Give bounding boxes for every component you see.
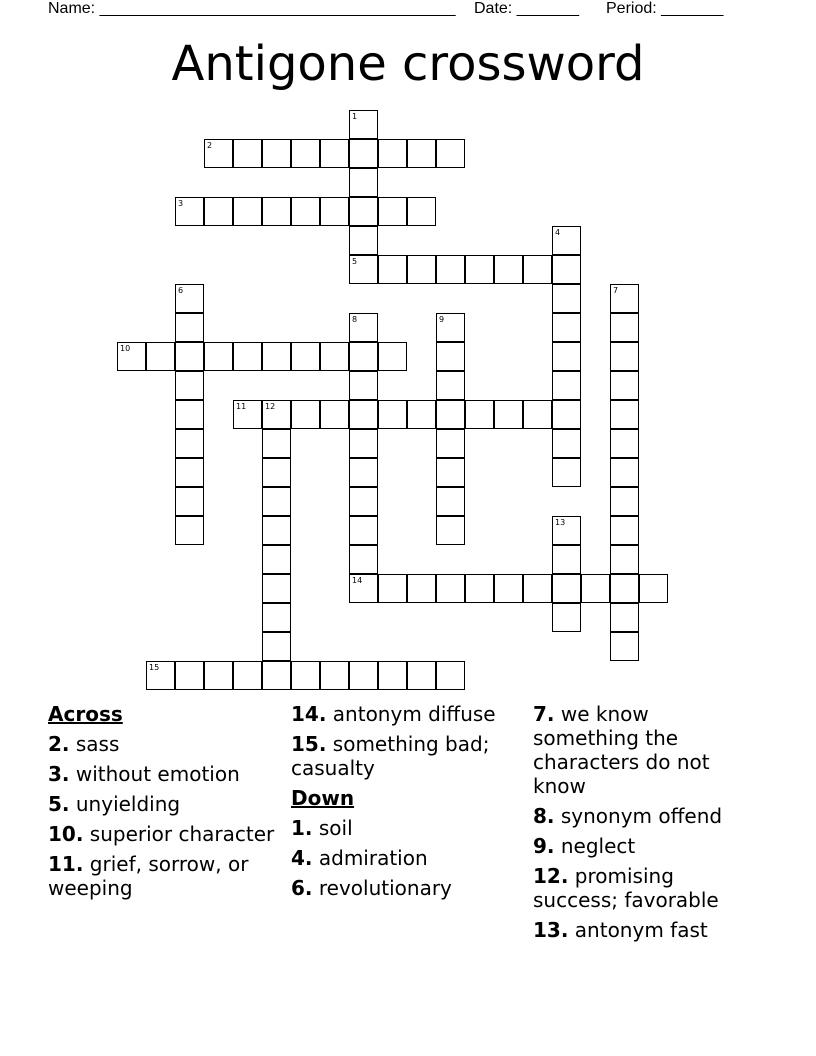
clue-number: 3. (48, 762, 70, 786)
grid-cell[interactable] (552, 429, 581, 458)
grid-cell[interactable] (204, 197, 233, 226)
grid-cell[interactable] (320, 342, 349, 371)
clue-text: admiration (318, 846, 428, 870)
grid-cell[interactable] (378, 342, 407, 371)
clue-text: unyielding (75, 792, 181, 816)
grid-cell[interactable] (349, 487, 378, 516)
grid-cell[interactable] (436, 371, 465, 400)
grid-cell[interactable] (349, 255, 378, 284)
grid-cell[interactable] (146, 661, 175, 690)
grid-cell[interactable] (494, 574, 523, 603)
grid-cell[interactable] (465, 400, 494, 429)
grid-cell[interactable] (552, 574, 581, 603)
clue-text: promising success; favorable (533, 864, 719, 912)
cell-number: 2 (207, 141, 213, 150)
grid-cell[interactable] (262, 400, 291, 429)
clue-text: antonym diffuse (332, 702, 496, 726)
clue-number: 5. (48, 792, 70, 816)
cell-number: 3 (178, 199, 184, 208)
grid-cell[interactable] (436, 661, 465, 690)
grid-cell[interactable] (552, 545, 581, 574)
grid-cell[interactable] (262, 574, 291, 603)
grid-cell[interactable] (349, 545, 378, 574)
cell-number: 4 (555, 228, 561, 237)
cell-number: 11 (236, 402, 247, 411)
grid-cell[interactable] (349, 429, 378, 458)
clue-number: 10. (48, 822, 84, 846)
clue-item (533, 918, 753, 942)
grid-cell[interactable] (291, 342, 320, 371)
clue-column-2 (291, 702, 526, 906)
grid-cell[interactable] (233, 197, 262, 226)
clue-number: 2. (48, 732, 70, 756)
grid-cell[interactable] (436, 574, 465, 603)
grid-cell[interactable] (117, 342, 146, 371)
grid-cell[interactable] (320, 139, 349, 168)
grid-cell[interactable] (349, 342, 378, 371)
clue-number: 8. (533, 804, 555, 828)
grid-cell[interactable] (523, 574, 552, 603)
grid-cell[interactable] (262, 632, 291, 661)
grid-cell[interactable] (552, 371, 581, 400)
clue-item (533, 834, 753, 858)
clue-text: something bad; casualty (291, 732, 490, 780)
grid-cell[interactable] (291, 139, 320, 168)
grid-cell[interactable] (320, 197, 349, 226)
grid-cell[interactable] (262, 458, 291, 487)
grid-cell[interactable] (378, 197, 407, 226)
clue-number: 6. (291, 876, 313, 900)
grid-cell[interactable] (146, 342, 175, 371)
grid-cell[interactable] (349, 516, 378, 545)
grid-cell[interactable] (175, 400, 204, 429)
clue-text: we know something the characters do not know (533, 702, 710, 798)
grid-cell[interactable] (610, 400, 639, 429)
grid-cell[interactable] (291, 400, 320, 429)
grid-cell[interactable] (175, 313, 204, 342)
clue-item (533, 864, 753, 912)
cell-number: 10 (120, 344, 131, 353)
cell-number: 14 (352, 576, 363, 585)
grid-cell[interactable] (610, 516, 639, 545)
clue-text: neglect (560, 834, 636, 858)
clue-item (48, 732, 283, 756)
grid-cell[interactable] (436, 429, 465, 458)
grid-cell[interactable] (552, 342, 581, 371)
grid-cell[interactable] (233, 661, 262, 690)
grid-cell[interactable] (262, 139, 291, 168)
grid-cell[interactable] (552, 226, 581, 255)
clue-number: 12. (533, 864, 569, 888)
cell-number: 8 (352, 315, 358, 324)
grid-cell[interactable] (262, 516, 291, 545)
clue-number: 9. (533, 834, 555, 858)
clue-text: synonym offend (560, 804, 723, 828)
grid-cell[interactable] (349, 313, 378, 342)
grid-cell[interactable] (378, 255, 407, 284)
grid-cell[interactable] (407, 197, 436, 226)
clue-item (533, 702, 753, 798)
cell-number: 15 (149, 663, 160, 672)
grid-cell[interactable] (436, 487, 465, 516)
grid-cell[interactable] (204, 139, 233, 168)
period-field[interactable]: Period: _______ (606, 0, 724, 17)
cell-number: 5 (352, 257, 358, 266)
grid-cell[interactable] (523, 255, 552, 284)
cell-number: 9 (439, 315, 445, 324)
grid-cell[interactable] (610, 284, 639, 313)
clue-number: 11. (48, 852, 84, 876)
grid-cell[interactable] (262, 487, 291, 516)
grid-cell[interactable] (610, 632, 639, 661)
grid-cell[interactable] (436, 458, 465, 487)
cell-number: 12 (265, 402, 276, 411)
cell-number: 1 (352, 112, 358, 121)
grid-cell[interactable] (349, 458, 378, 487)
clue-text: soil (318, 816, 353, 840)
grid-cell[interactable] (262, 197, 291, 226)
clue-column-1 (48, 702, 283, 906)
grid-cell[interactable] (552, 313, 581, 342)
grid-cell[interactable] (610, 313, 639, 342)
grid-cell[interactable] (610, 429, 639, 458)
grid-cell[interactable] (610, 487, 639, 516)
grid-cell[interactable] (349, 574, 378, 603)
grid-cell[interactable] (581, 574, 610, 603)
clue-number: 14. (291, 702, 327, 726)
clue-text: sass (75, 732, 120, 756)
date-field[interactable]: Date: _______ (474, 0, 579, 17)
grid-cell[interactable] (262, 603, 291, 632)
grid-cell[interactable] (349, 371, 378, 400)
grid-cell[interactable] (204, 342, 233, 371)
grid-cell[interactable] (436, 342, 465, 371)
grid-cell[interactable] (407, 400, 436, 429)
grid-cell[interactable] (175, 284, 204, 313)
clue-text: antonym fast (574, 918, 708, 942)
grid-cell[interactable] (436, 255, 465, 284)
grid-cell[interactable] (552, 516, 581, 545)
grid-cell[interactable] (610, 574, 639, 603)
grid-cell[interactable] (175, 458, 204, 487)
clue-number: 1. (291, 816, 313, 840)
clue-item (48, 822, 283, 846)
grid-cell[interactable] (175, 342, 204, 371)
grid-cell[interactable] (552, 255, 581, 284)
grid-cell[interactable] (378, 400, 407, 429)
grid-cell[interactable] (233, 139, 262, 168)
grid-cell[interactable] (262, 342, 291, 371)
grid-cell[interactable] (407, 255, 436, 284)
grid-cell[interactable] (291, 661, 320, 690)
grid-cell[interactable] (175, 197, 204, 226)
name-field[interactable]: Name: ________________________________________ (48, 0, 456, 17)
grid-cell[interactable] (552, 603, 581, 632)
grid-cell[interactable] (349, 139, 378, 168)
clue-item (533, 804, 753, 828)
cell-number: 13 (555, 518, 566, 527)
clue-item (291, 702, 526, 726)
grid-cell[interactable] (436, 313, 465, 342)
clue-section-heading: Down (291, 786, 355, 810)
grid-cell[interactable] (233, 342, 262, 371)
clue-item (48, 792, 283, 816)
grid-cell[interactable] (436, 400, 465, 429)
grid-cell[interactable] (465, 255, 494, 284)
grid-cell[interactable] (175, 516, 204, 545)
clue-text: superior character (89, 822, 275, 846)
clue-item (291, 876, 526, 900)
grid-cell[interactable] (175, 429, 204, 458)
page-title: Antigone crossword (171, 36, 645, 92)
grid-cell[interactable] (349, 110, 378, 139)
grid-cell[interactable] (552, 400, 581, 429)
grid-cell[interactable] (349, 197, 378, 226)
grid-cell[interactable] (378, 661, 407, 690)
grid-cell[interactable] (349, 661, 378, 690)
grid-cell[interactable] (436, 516, 465, 545)
grid-cell[interactable] (175, 487, 204, 516)
grid-cell[interactable] (610, 342, 639, 371)
grid-cell[interactable] (494, 400, 523, 429)
clue-item (291, 816, 526, 840)
clue-number: 13. (533, 918, 569, 942)
grid-cell[interactable] (407, 574, 436, 603)
grid-cell[interactable] (407, 139, 436, 168)
grid-cell[interactable] (465, 574, 494, 603)
grid-cell[interactable] (378, 574, 407, 603)
grid-cell[interactable] (349, 168, 378, 197)
grid-cell[interactable] (407, 661, 436, 690)
clue-item (291, 846, 526, 870)
grid-cell[interactable] (610, 545, 639, 574)
grid-cell[interactable] (291, 197, 320, 226)
clue-text: revolutionary (318, 876, 452, 900)
grid-cell[interactable] (262, 661, 291, 690)
clue-item (291, 732, 526, 780)
grid-cell[interactable] (175, 661, 204, 690)
grid-cell[interactable] (320, 661, 349, 690)
clue-section-heading: Across (48, 702, 123, 726)
grid-cell[interactable] (523, 400, 552, 429)
grid-cell[interactable] (378, 139, 407, 168)
grid-cell[interactable] (320, 400, 349, 429)
grid-cell[interactable] (175, 371, 204, 400)
grid-cell[interactable] (610, 458, 639, 487)
clue-number: 7. (533, 702, 555, 726)
grid-cell[interactable] (639, 574, 668, 603)
grid-cell[interactable] (552, 458, 581, 487)
clue-item (48, 762, 283, 786)
clue-number: 4. (291, 846, 313, 870)
cell-number: 7 (613, 286, 619, 295)
grid-cell[interactable] (204, 661, 233, 690)
clue-text: grief, sorrow, or weeping (48, 852, 249, 900)
grid-cell[interactable] (262, 545, 291, 574)
grid-cell[interactable] (494, 255, 523, 284)
grid-cell[interactable] (610, 603, 639, 632)
grid-cell[interactable] (233, 400, 262, 429)
grid-cell[interactable] (262, 429, 291, 458)
clue-item (48, 852, 283, 900)
clue-number: 15. (291, 732, 327, 756)
clue-text: without emotion (75, 762, 240, 786)
grid-cell[interactable] (610, 371, 639, 400)
grid-cell[interactable] (349, 400, 378, 429)
grid-cell[interactable] (436, 139, 465, 168)
grid-cell[interactable] (349, 226, 378, 255)
cell-number: 6 (178, 286, 184, 295)
clue-column-3 (533, 702, 753, 948)
grid-cell[interactable] (552, 284, 581, 313)
